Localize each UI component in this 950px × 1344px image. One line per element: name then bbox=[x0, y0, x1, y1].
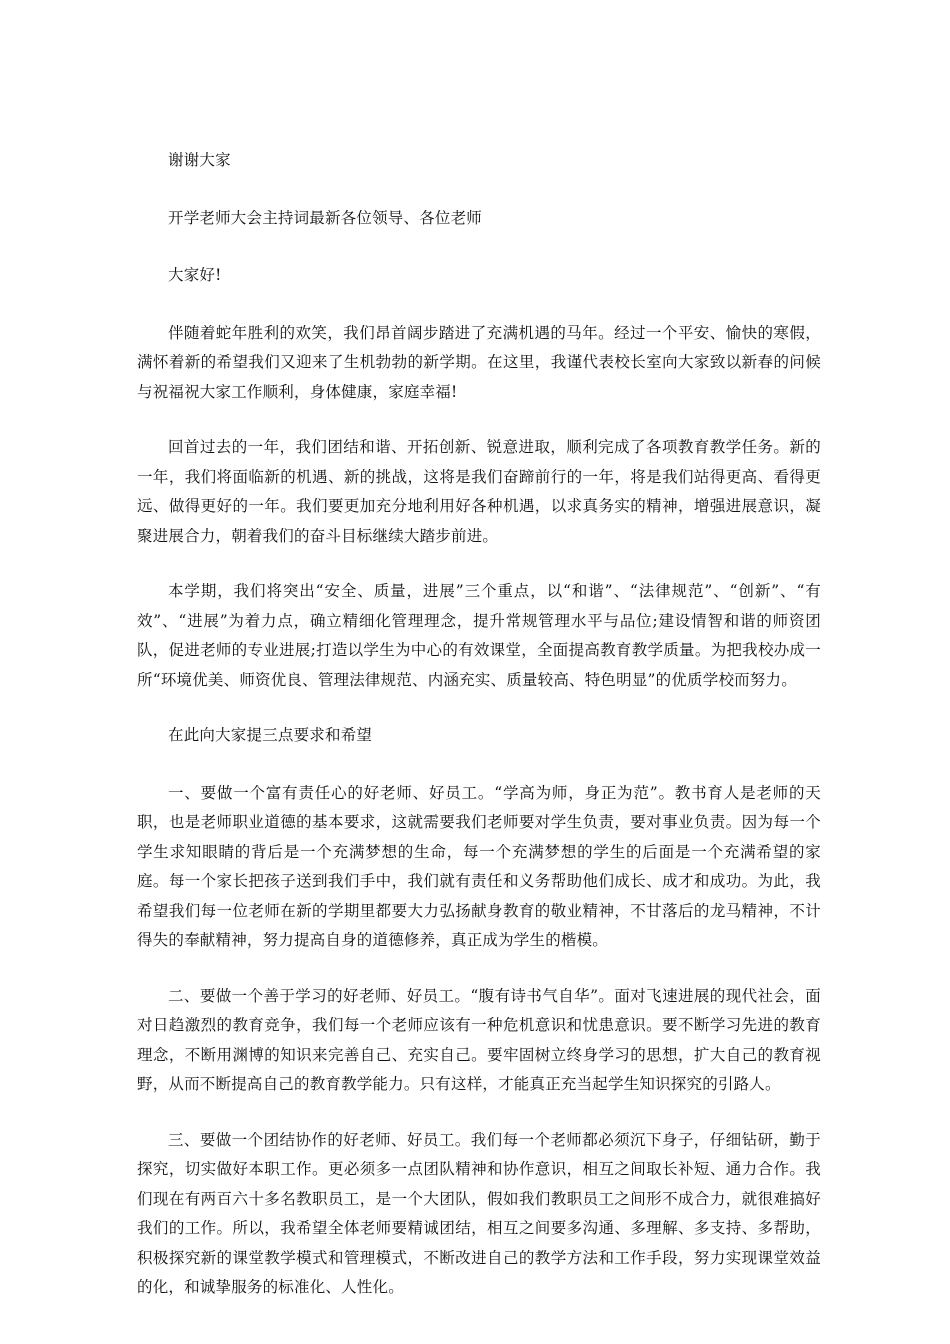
paragraph-semester-plan: 本学期，我们将突出“安全、质量，进展”三个重点，以“和谐”、“法律规范”、“创新”、“有效”、“进展”为着力点，确立精细化管理理念，提升常规管理水平与品位;建设情智和谐的师资团队，促进老师的专业进展;打造以学生为中心的有效课堂，全面提高教育教学质量。为把我校办成一所“环境优美、师资优良、管理法律规范、内涵充实、质量较高、特色明显”的优质学校而努力。 bbox=[137, 582, 821, 689]
requirement-two: 二、要做一个善于学习的好老师、好员工。“腹有诗书气自华”。面对飞速进展的现代社会，面对日趋激烈的教育竞争，我们每一个老师应该有一种危机意识和忧患意识。要不断学习先进的教育理念，不断用渊博的知识来完善自己、充实自己。要牢固树立终身学习的思想，扩大自己的教育视野，从而不断提高自己的教育教学能力。只有这样，才能真正充当起学生知识探究的引路人。 bbox=[137, 986, 821, 1093]
paragraph-review: 回首过去的一年，我们团结和谐、开拓创新、锐意进取，顺利完成了各项教育教学任务。新的一年，我们将面临新的机遇、新的挑战，这将是我们奋蹄前行的一年，将是我们站得更高、看得更远、做得更好的一年。我们要更加充分地利用好各种机遇，以求真务实的精神，增强进展意识，凝聚进展合力，朝着我们的奋斗目标继续大踏步前进。 bbox=[137, 438, 821, 545]
document-heading: 开学老师大会主持词最新各位领导、各位老师 bbox=[168, 208, 483, 227]
closing-line: 谢谢大家 bbox=[168, 151, 231, 169]
document-body bbox=[137, 146, 821, 1329]
requirement-three: 三、要做一个团结协作的好老师、好员工。我们每一个老师都必须沉下身子，仔细钻研，勤于探究，切实做好本职工作。更必须多一点团队精神和协作意识，相互之间取长补短、通力合作。我们现在有两百六十多名教职员工，是一个大团队，假如我们教职员工之间形不成合力，就很难搞好我们的工作。所以，我希望全体老师要精诚团结，相互之间要多沟通、多理解、多支持、多帮助，积极探究新的课堂教学模式和管理模式，不断改进自己的教学方法和工作手段，努力实现课堂效益的化，和诚挚服务的标准化、人性化。 bbox=[137, 1130, 821, 1296]
greeting: 大家好! bbox=[168, 266, 222, 284]
requirements-intro: 在此向大家提三点要求和希望 bbox=[168, 726, 373, 744]
paragraph-opening: 伴随着蛇年胜利的欢笑，我们昂首阔步踏进了充满机遇的马年。经过一个平安、愉快的寒假，满怀着新的希望我们又迎来了生机勃勃的新学期。在这里，我谨代表校长室向大家致以新春的问候与祝福祝大家工作顺利，身体健康，家庭幸福! bbox=[137, 323, 821, 401]
requirement-one: 一、要做一个富有责任心的好老师、好员工。“学高为师，身正为范”。教书育人是老师的天职，也是老师职业道德的基本要求，这就需要我们老师要对学生负责，要对事业负责。因为每一个学生求知眼睛的背后是一个充满梦想的生命，每一个充满梦想的学生的后面是一个充满希望的家庭。每一个家长把孩子送到我们手中，我们就有责任和义务帮助他们成长、成才和成功。为此，我希望我们每一位老师在新的学期里都要大力弘扬献身教育的敬业精神，不甘落后的龙马精神，不计得失的奉献精神，努力提高自身的道德修养，真正成为学生的楷模。 bbox=[137, 783, 821, 949]
